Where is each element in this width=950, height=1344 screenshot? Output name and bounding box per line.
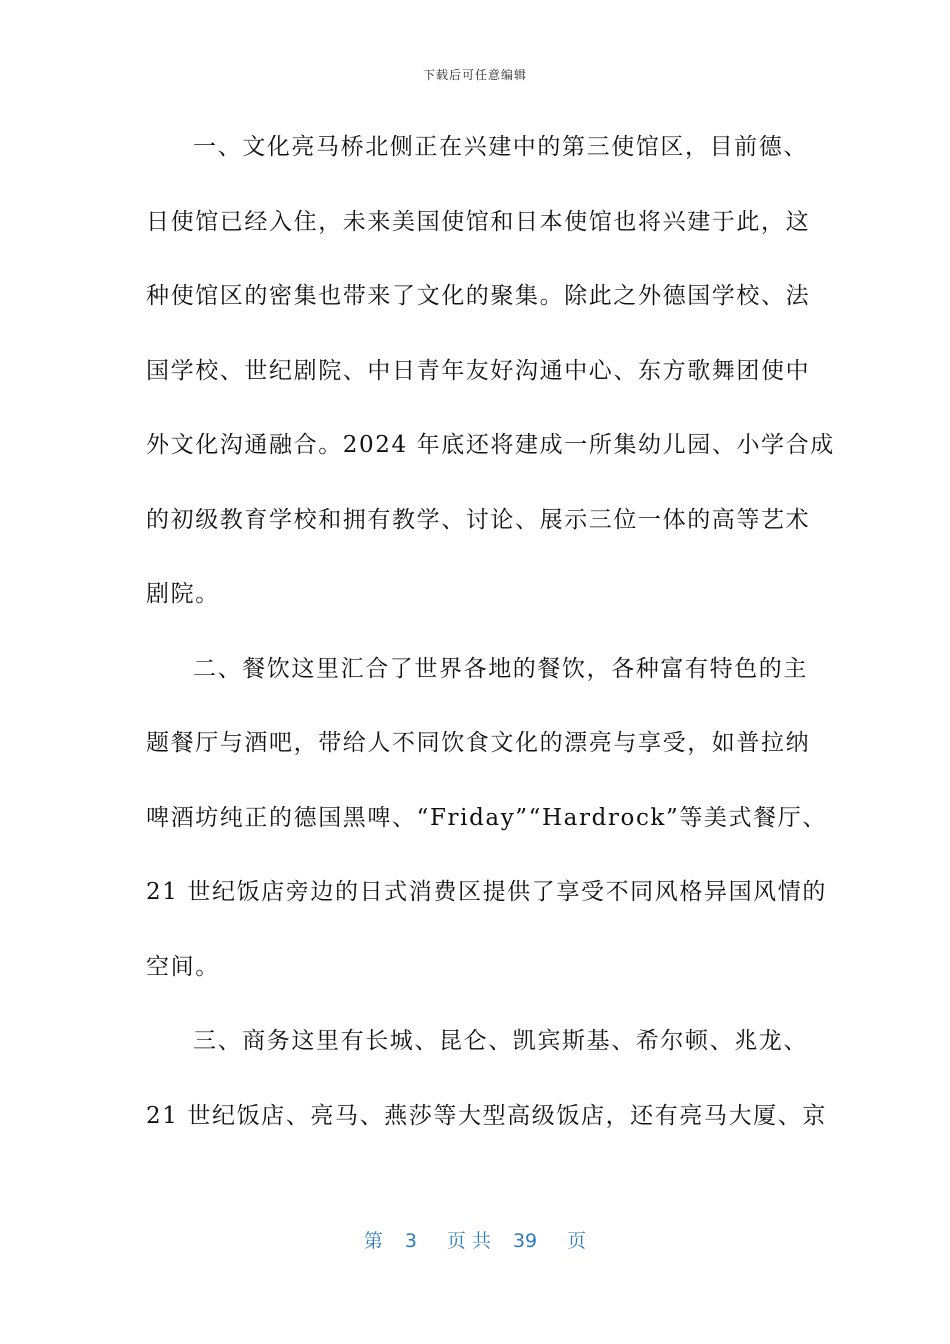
paragraph-line: 三、商务这里有长城、昆仑、凯宾斯基、希尔顿、兆龙、 bbox=[193, 1028, 808, 1054]
page-footer bbox=[0, 1226, 950, 1253]
paragraph-line: 空间。 bbox=[146, 953, 220, 980]
document-body bbox=[146, 118, 835, 1161]
footer-middle: 页 共 bbox=[446, 1230, 491, 1252]
paragraph-line: 题餐厅与酒吧，带给人不同饮食文化的漂亮与享受，如普拉纳 bbox=[146, 730, 811, 756]
paragraph-line: 一、文化亮马桥北侧正在兴建中的第三使馆区，目前德、 bbox=[193, 134, 808, 160]
total-pages-number: 39 bbox=[512, 1230, 538, 1252]
paragraph-line: 的初级教育学校和拥有教学、讨论、展示三位一体的高等艺术 bbox=[146, 506, 811, 533]
header-note: 下载后可任意编辑 bbox=[422, 68, 527, 82]
current-page-number: 3 bbox=[404, 1230, 417, 1252]
footer-suffix: 页 bbox=[567, 1230, 587, 1252]
paragraph-line: 外文化沟通融合。2024 年底还将建成一所集幼儿园、小学合成 bbox=[146, 432, 835, 458]
footer-prefix: 第 bbox=[363, 1230, 383, 1252]
paragraph-line: 国学校、世纪剧院、中日青年友好沟通中心、东方歌舞团使中 bbox=[146, 357, 811, 384]
paragraph-line: 种使馆区的密集也带来了文化的聚集。除此之外德国学校、法 bbox=[146, 283, 811, 309]
paragraph-line: 二、餐饮这里汇合了世界各地的餐饮，各种富有特色的主 bbox=[193, 655, 808, 682]
paragraph-line: 剧院。 bbox=[146, 581, 220, 607]
paragraph-line: 日使馆已经入住，未来美国使馆和日本使馆也将兴建于此，这 bbox=[146, 208, 811, 235]
paragraph-line: 21 世纪饭店、亮马、燕莎等大型高级饭店，还有亮马大厦、京 bbox=[146, 1102, 827, 1129]
paragraph-line: 21 世纪饭店旁边的日式消费区提供了享受不同风格异国风情的 bbox=[146, 879, 827, 905]
paragraph-line: 啤酒坊纯正的德国黑啤、“Friday”“Hardrock”等美式餐厅、 bbox=[146, 804, 827, 831]
